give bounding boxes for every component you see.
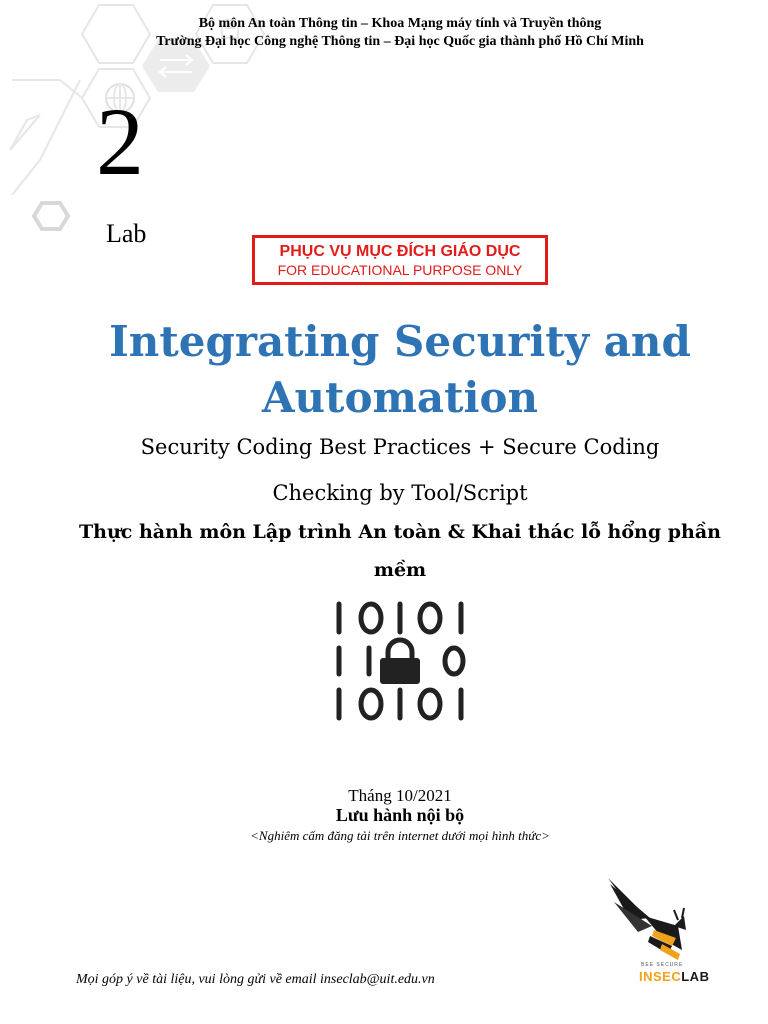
date-text: Tháng 10/2021	[348, 786, 452, 805]
lab-number: 2	[96, 88, 144, 195]
subtitle	[60, 424, 740, 516]
logo-wordmark	[639, 969, 709, 984]
subtitle-line-2: Checking by Tool/Script	[272, 481, 528, 505]
notice-english: FOR EDUCATIONAL PURPOSE ONLY	[277, 262, 523, 278]
notice-vietnamese: PHỤC VỤ MỤC ĐÍCH GIÁO DỤC	[279, 243, 521, 260]
course-line-1: Thực hành môn Lập trình An toàn & Khai thác lỗ hổng phần	[79, 521, 721, 543]
feedback-footer: Mọi góp ý về tài liệu, vui lòng gửi về email inseclab@uit.edu.vn	[76, 972, 435, 987]
binary-lock-icon	[334, 598, 466, 724]
course-name	[60, 513, 740, 589]
educational-purpose-notice	[252, 235, 548, 285]
course-line-2: mềm	[373, 559, 427, 581]
logo-lab: LAB	[681, 969, 710, 984]
header-university: Trường Đại học Công nghệ Thông tin – Đại học Quốc gia thành phố Hồ Chí Minh	[156, 34, 644, 49]
page-title	[30, 314, 768, 426]
header-department: Bộ môn An toàn Thông tin – Khoa Mạng máy tính và Truyền thông	[198, 16, 602, 31]
lab-label: Lab	[106, 219, 147, 248]
subtitle-line-1: Security Coding Best Practices + Secure Coding	[140, 435, 660, 459]
internal-circulation-text: Lưu hành nội bộ	[335, 805, 465, 825]
logo-tagline: BEE SECURE	[641, 962, 684, 968]
title-line-2: Automation	[261, 373, 539, 422]
distribution-warning: <Nghiêm cấm đăng tải trên internet dưới mọi hình thức>	[250, 828, 550, 843]
logo-insec: INSEC	[639, 969, 682, 984]
title-line-1: Integrating Security and	[109, 317, 691, 366]
